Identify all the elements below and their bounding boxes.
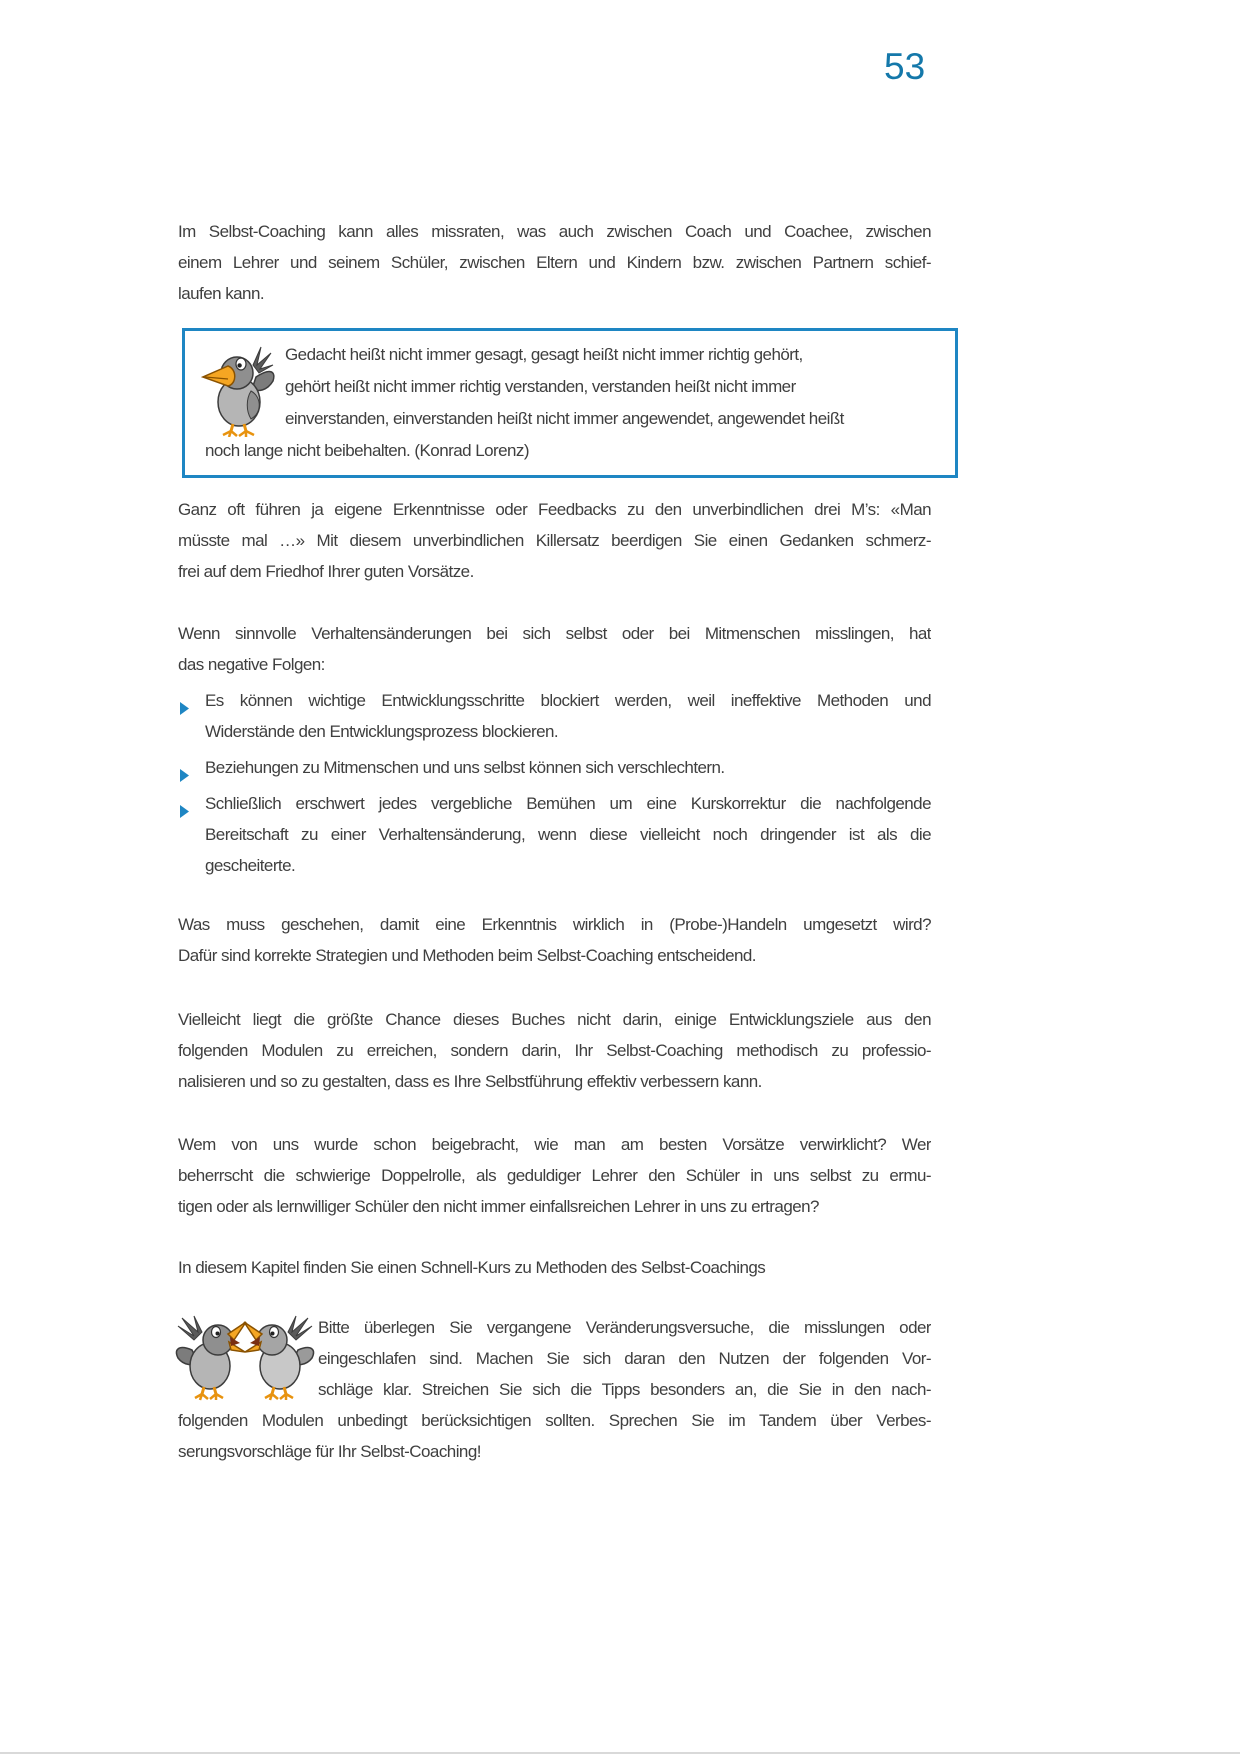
text-line: gescheiterte.: [205, 856, 296, 875]
consequences-lead-paragraph: [178, 618, 931, 680]
page-content: [178, 216, 931, 1467]
quote-line: Gedacht heißt nicht immer gesagt, gesagt heißt nicht immer richtig gehört,: [285, 345, 803, 364]
quote-line: gehört heißt nicht immer richtig verstanden, verstanden heißt nicht immer: [285, 377, 796, 396]
text-line: Es können wichtige Entwicklungsschritte blockiert werden, weil ineffektive Methoden und: [205, 691, 931, 710]
consequences-list: [178, 685, 931, 881]
doppelrolle-paragraph: [178, 1129, 931, 1222]
text-line: Bitte überlegen Sie vergangene Veränderungsversuche, die misslungen oder: [318, 1318, 931, 1337]
two-ravens-talking-icon: [172, 1310, 318, 1412]
bullet-arrow-icon: [180, 797, 189, 828]
bullet-arrow-icon: [180, 694, 189, 725]
text-line: laufen kann.: [178, 284, 265, 303]
question-paragraph: [178, 909, 931, 971]
quote-box: [182, 328, 958, 478]
text-line: Vielleicht liegt die größte Chance dieses Buches nicht darin, einige Entwicklungsziele aus den: [178, 1010, 931, 1029]
text-line: In diesem Kapitel finden Sie einen Schnell-Kurs zu Methoden des Selbst-Coachings: [178, 1258, 766, 1277]
text-line: schläge klar. Streichen Sie sich die Tipps besonders an, die Sie in den nach-: [318, 1380, 931, 1399]
text-line: frei auf dem Friedhof Ihrer guten Vorsätze.: [178, 562, 474, 581]
exercise-block: [178, 1312, 931, 1467]
list-item: [178, 752, 931, 783]
kapitel-paragraph: [178, 1252, 931, 1283]
list-item: [178, 685, 931, 747]
text-line: eingeschlafen sind. Machen Sie sich daran den Nutzen der folgenden Vor-: [318, 1349, 931, 1368]
text-line: nalisieren und so zu gestalten, dass es Ihre Selbstführung effektiv verbessern kann.: [178, 1072, 762, 1091]
text-line: folgenden Modulen zu erreichen, sondern darin, Ihr Selbst-Coaching methodisch zu professio-: [178, 1041, 931, 1060]
text-line: tigen oder als lernwilliger Schüler den nicht immer einfallsreichen Lehrer in uns zu ertragen?: [178, 1197, 819, 1216]
text-line: müsste mal …» Mit diesem unverbindlichen Killersatz beerdigen Sie einen Gedanken schmerz-: [178, 531, 931, 550]
raven-mascot-icon: [201, 345, 277, 448]
text-line: folgenden Modulen unbedingt berücksichtigen sollten. Sprechen Sie im Tandem über Verbes-: [178, 1411, 931, 1430]
text-line: Widerstände den Entwicklungsprozess blockieren.: [205, 722, 559, 741]
feedback-paragraph: [178, 494, 931, 587]
text-line: das negative Folgen:: [178, 655, 325, 674]
quote-line: einverstanden, einverstanden heißt nicht immer angewendet, angewendet heißt: [285, 409, 844, 428]
text-line: beherrscht die schwierige Doppelrolle, als geduldiger Lehrer den Schüler in uns selbst zu ermu-: [178, 1166, 931, 1185]
text-line: serungsvorschläge für Ihr Selbst-Coaching!: [178, 1442, 481, 1461]
text-line: Wem von uns wurde schon beigebracht, wie man am besten Vorsätze verwirklicht? Wer: [178, 1135, 931, 1154]
text-line: Dafür sind korrekte Strategien und Methoden beim Selbst-Coaching entscheidend.: [178, 946, 756, 965]
page-number: 53: [884, 46, 926, 87]
text-line: Schließlich erschwert jedes vergebliche Bemühen um eine Kurskorrektur die nachfolgende: [205, 794, 931, 813]
text-line: Was muss geschehen, damit eine Erkenntnis wirklich in (Probe-)Handeln umgesetzt wird?: [178, 915, 931, 934]
text-line: Bereitschaft zu einer Verhaltensänderung, wenn diese vielleicht noch dringender ist als die: [205, 825, 931, 844]
text-line: Im Selbst-Coaching kann alles missraten, was auch zwischen Coach und Coachee, zwischen: [178, 222, 931, 241]
quote-line: noch lange nicht beibehalten. (Konrad Lorenz): [205, 441, 529, 460]
text-line: Wenn sinnvolle Verhaltensänderungen bei sich selbst oder bei Mitmenschen misslingen, hat: [178, 624, 931, 643]
text-line: Ganz oft führen ja eigene Erkenntnisse oder Feedbacks zu den unverbindlichen drei M’s: «Man: [178, 500, 931, 519]
intro-paragraph: [178, 216, 931, 309]
chance-paragraph: [178, 1004, 931, 1097]
text-line: einem Lehrer und seinem Schüler, zwischen Eltern und Kindern bzw. zwischen Partnern schief-: [178, 253, 931, 272]
text-line: Beziehungen zu Mitmenschen und uns selbst können sich verschlechtern.: [205, 758, 725, 777]
list-item: [178, 788, 931, 881]
